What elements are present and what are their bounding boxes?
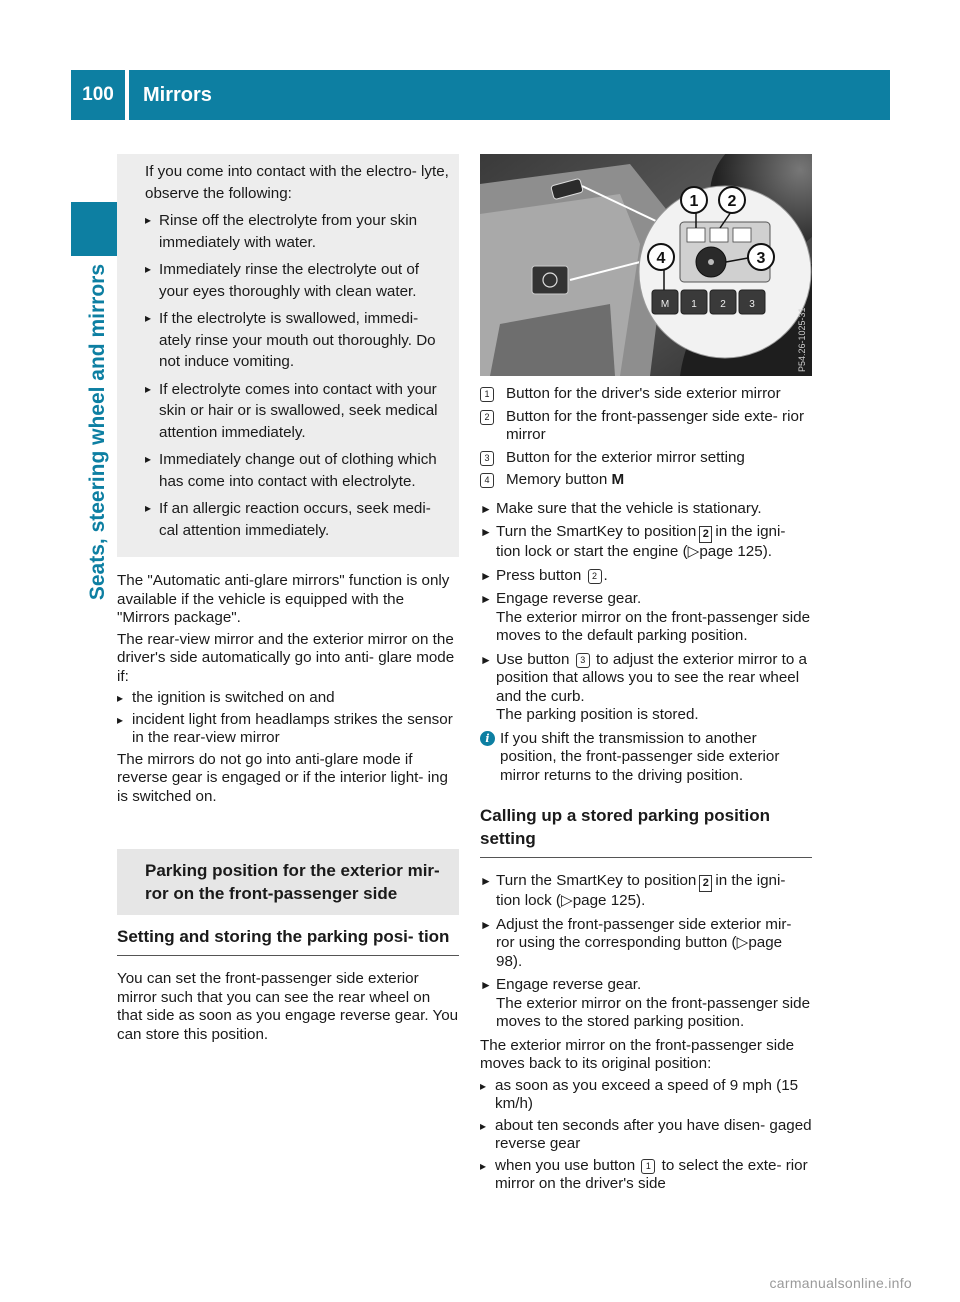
- arrow-icon: ►: [480, 978, 492, 992]
- callout-badge: 3: [576, 653, 590, 668]
- callout-3: 3: [756, 250, 766, 267]
- arrow-icon: ►: [480, 501, 492, 516]
- arrow-icon: ►: [480, 874, 492, 888]
- memory-button-2: 2: [720, 299, 726, 310]
- key-position-badge: 2: [699, 875, 712, 892]
- arrow-icon: ►: [480, 652, 492, 667]
- paragraph: You can set the front-passenger side exterior mirror such that you can see the rear wheel on that side as soon as you engage reverse gear. You can store this position.: [117, 970, 459, 1043]
- arrow-icon: ►: [480, 525, 492, 539]
- legend-item: 3 Button for the exterior mirror setting: [480, 449, 812, 468]
- instruction-step: ► Engage reverse gear. The exterior mirror on the front-passenger side moves to the default parking position.: [480, 590, 811, 644]
- arrow-icon: ►: [480, 917, 492, 932]
- key-position-badge: 2: [699, 526, 712, 543]
- paragraph: The exterior mirror on the front-passenger side moves back to its original position:: [480, 1036, 795, 1072]
- door-mirror-controls-figure: [480, 154, 812, 376]
- callout-badge: 2: [588, 569, 602, 584]
- info-icon: i: [480, 731, 495, 746]
- section-title: Parking position for the exterior mir- ror on the front-passenger side: [117, 849, 459, 915]
- instruction-step: ► Make sure that the vehicle is stationary.: [480, 499, 762, 517]
- paragraph: The rear-view mirror and the exterior mirror on the driver's side automatically go into anti- glare mode if:: [117, 630, 455, 685]
- subheading: Setting and storing the parking posi- tion: [117, 927, 450, 946]
- instruction-step: ► Turn the SmartKey to position 2 in the igni- tion lock (▷page 125).: [480, 872, 786, 909]
- page-ref-icon: ▷: [687, 543, 700, 560]
- paragraph: The "Automatic anti-glare mirrors" function is only available if the vehicle is equipped with the "Mirrors package".: [117, 572, 450, 626]
- divider: [117, 955, 459, 956]
- instruction-step: ► Turn the SmartKey to position 2 in the igni- tion lock or start the engine (▷page 125).: [480, 523, 786, 560]
- section-heading: Calling up a stored parking position setting: [480, 806, 770, 848]
- warning-item: ▸ If an allergic reaction occurs, seek medi- cal attention immediately.: [145, 498, 451, 541]
- callout-badge: 1: [641, 1159, 655, 1174]
- page-ref-icon: ▷: [736, 934, 749, 951]
- callout-1: 1: [689, 193, 699, 210]
- page-header-title: Mirrors: [129, 70, 890, 120]
- memory-button-1: 1: [691, 299, 697, 310]
- page-ref-icon: ▷: [561, 892, 573, 909]
- legend-item: 4 Memory button M: [480, 471, 812, 490]
- legend-item: 1 Button for the driver's side exterior mirror: [480, 385, 812, 404]
- figure-code: P54.26-1025-31: [797, 307, 807, 372]
- left-column: [117, 154, 459, 1047]
- warning-item: ▸ If electrolyte comes into contact with your skin or hair or is swallowed, seek medical attention immediately.: [145, 379, 451, 444]
- instruction-step: ► Adjust the front-passenger side exterior mir- ror using the corresponding button (▷page 98).: [480, 915, 792, 970]
- list-item: ▸ as soon as you exceed a speed of 9 mph (15 km/h): [480, 1077, 812, 1114]
- footer-watermark: carmanualsonline.info: [769, 1275, 912, 1291]
- callout-2: 2: [727, 193, 737, 210]
- legend-item: 2 Button for the front-passenger side exte- rior mirror: [480, 408, 812, 445]
- sidebar-title: Seats, steering wheel and mirrors: [86, 264, 109, 601]
- page-reference-link[interactable]: page 125: [699, 543, 763, 560]
- page-reference-link[interactable]: page 125: [572, 892, 637, 909]
- warning-item: ▸ Immediately rinse the electrolyte out of your eyes thoroughly with clean water.: [145, 259, 451, 302]
- arrow-icon: ►: [480, 568, 492, 583]
- callout-4: 4: [656, 250, 666, 267]
- instruction-step: ► Engage reverse gear. The exterior mirror on the front-passenger side moves to the stored parking position.: [480, 976, 811, 1030]
- warning-item: ▸ Immediately change out of clothing which has come into contact with electrolyte.: [145, 449, 451, 492]
- warning-item: ▸ Rinse off the electrolyte from your skin immediately with water.: [145, 210, 451, 253]
- instruction-step: ► Use button 3 to adjust the exterior mirror to a position that allows you to see the rear wheel and the curb. The parking position is stored.: [480, 650, 807, 723]
- right-column: [480, 154, 812, 1197]
- list-item: ▸ the ignition is switched on and: [117, 689, 459, 708]
- warning-box: [117, 154, 459, 557]
- warning-item: ▸ If the electrolyte is swallowed, immedi- ately rinse your mouth out thoroughly. Do not induce vomiting.: [145, 308, 451, 373]
- arrow-icon: ►: [480, 592, 492, 606]
- warning-intro: If you come into contact with the electro- lyte, observe the following:: [145, 163, 449, 202]
- memory-button-m: M: [660, 299, 670, 310]
- list-item: ▸ when you use button 1 to select the exte- rior mirror on the driver's side: [480, 1157, 812, 1194]
- divider: [480, 857, 812, 858]
- info-note: i If you shift the transmission to another position, the front-passenger side exterior mirror returns to the driving position.: [480, 730, 812, 786]
- memory-button-3: 3: [749, 299, 755, 310]
- list-item: ▸ about ten seconds after you have disen- gaged reverse gear: [480, 1117, 812, 1154]
- list-item: ▸ incident light from headlamps strikes the sensor in the rear-view mirror: [117, 711, 459, 748]
- instruction-step: ► Press button 2 .: [480, 566, 608, 584]
- page-number: 100: [71, 70, 125, 120]
- page-reference-link[interactable]: page 98: [496, 934, 783, 970]
- paragraph: The mirrors do not go into anti-glare mode if reverse gear is engaged or if the interior light- ing is switched on.: [117, 750, 448, 805]
